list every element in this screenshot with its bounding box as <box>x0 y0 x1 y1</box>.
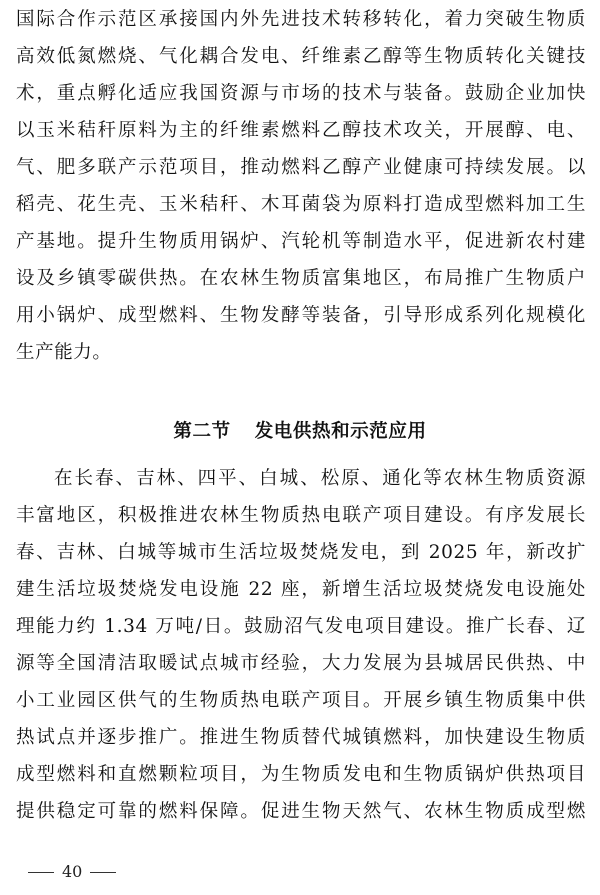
text-line: 源等全国清洁取暖试点城市经验，大力发展为县城居民供热、中 <box>16 653 586 674</box>
footer-dash-right <box>90 872 116 873</box>
footer-dash-left <box>28 872 54 873</box>
page-footer <box>28 860 116 884</box>
text-line: 小工业园区供气的生物质热电联产项目。开展乡镇生物质集中供 <box>16 690 586 711</box>
paragraph-1 <box>16 1 586 371</box>
section-heading <box>0 413 600 450</box>
text-line: 生产能力。 <box>16 342 112 363</box>
text-line: 热试点并逐步推广。推进生物质替代城镇燃料，加快建设生物质 <box>16 727 586 748</box>
text-line: 气、肥多联产示范项目，推动燃料乙醇产业健康可持续发展。以 <box>16 157 586 178</box>
text-line: 设及乡镇零碳供热。在农林生物质富集地区，布局推广生物质户 <box>16 268 586 289</box>
text-line: 春、吉林、白城等城市生活垃圾焚烧发电，到 2025 年，新改扩 <box>16 542 586 563</box>
text-line: 理能力约 1.34 万吨/日。鼓励沼气发电项目建设。推广长春、辽 <box>16 616 586 637</box>
text-line: 高效低氮燃烧、气化耦合发电、纤维素乙醇等生物质转化关键技 <box>16 46 586 67</box>
text-line: 丰富地区，积极推进农林生物质热电联产项目建设。有序发展长 <box>16 505 586 526</box>
text-line: 以玉米秸秆原料为主的纤维素燃料乙醇技术攻关，开展醇、电、 <box>16 120 586 141</box>
paragraph-2 <box>16 460 586 830</box>
text-line: 术，重点孵化适应我国资源与市场的技术与装备。鼓励企业加快 <box>16 83 586 104</box>
text-line: 国际合作示范区承接国内外先进技术转移转化，着力突破生物质 <box>16 9 586 30</box>
text-line: 稻壳、花生壳、玉米秸秆、木耳菌袋为原料打造成型燃料加工生 <box>16 194 586 215</box>
page-number: 40 <box>62 862 83 881</box>
text-line: 产基地。提升生物质用锅炉、汽轮机等制造水平，促进新农村建 <box>16 231 586 252</box>
text-line: 用小锅炉、成型燃料、生物发酵等装备，引导形成系列化规模化 <box>16 305 586 326</box>
section-title: 发电供热和示范应用 <box>254 421 427 442</box>
section-number: 第二节 <box>173 421 231 442</box>
text-line: 提供稳定可靠的燃料保障。促进生物天然气、农林生物质成型燃 <box>16 801 586 822</box>
text-line: 成型燃料和直燃颗粒项目，为生物质发电和生物质锅炉供热项目 <box>16 764 586 785</box>
text-line: 在长春、吉林、四平、白城、松原、通化等农林生物质资源 <box>54 468 586 489</box>
text-line: 建生活垃圾焚烧发电设施 22 座，新增生活垃圾焚烧发电设施处 <box>16 579 586 600</box>
